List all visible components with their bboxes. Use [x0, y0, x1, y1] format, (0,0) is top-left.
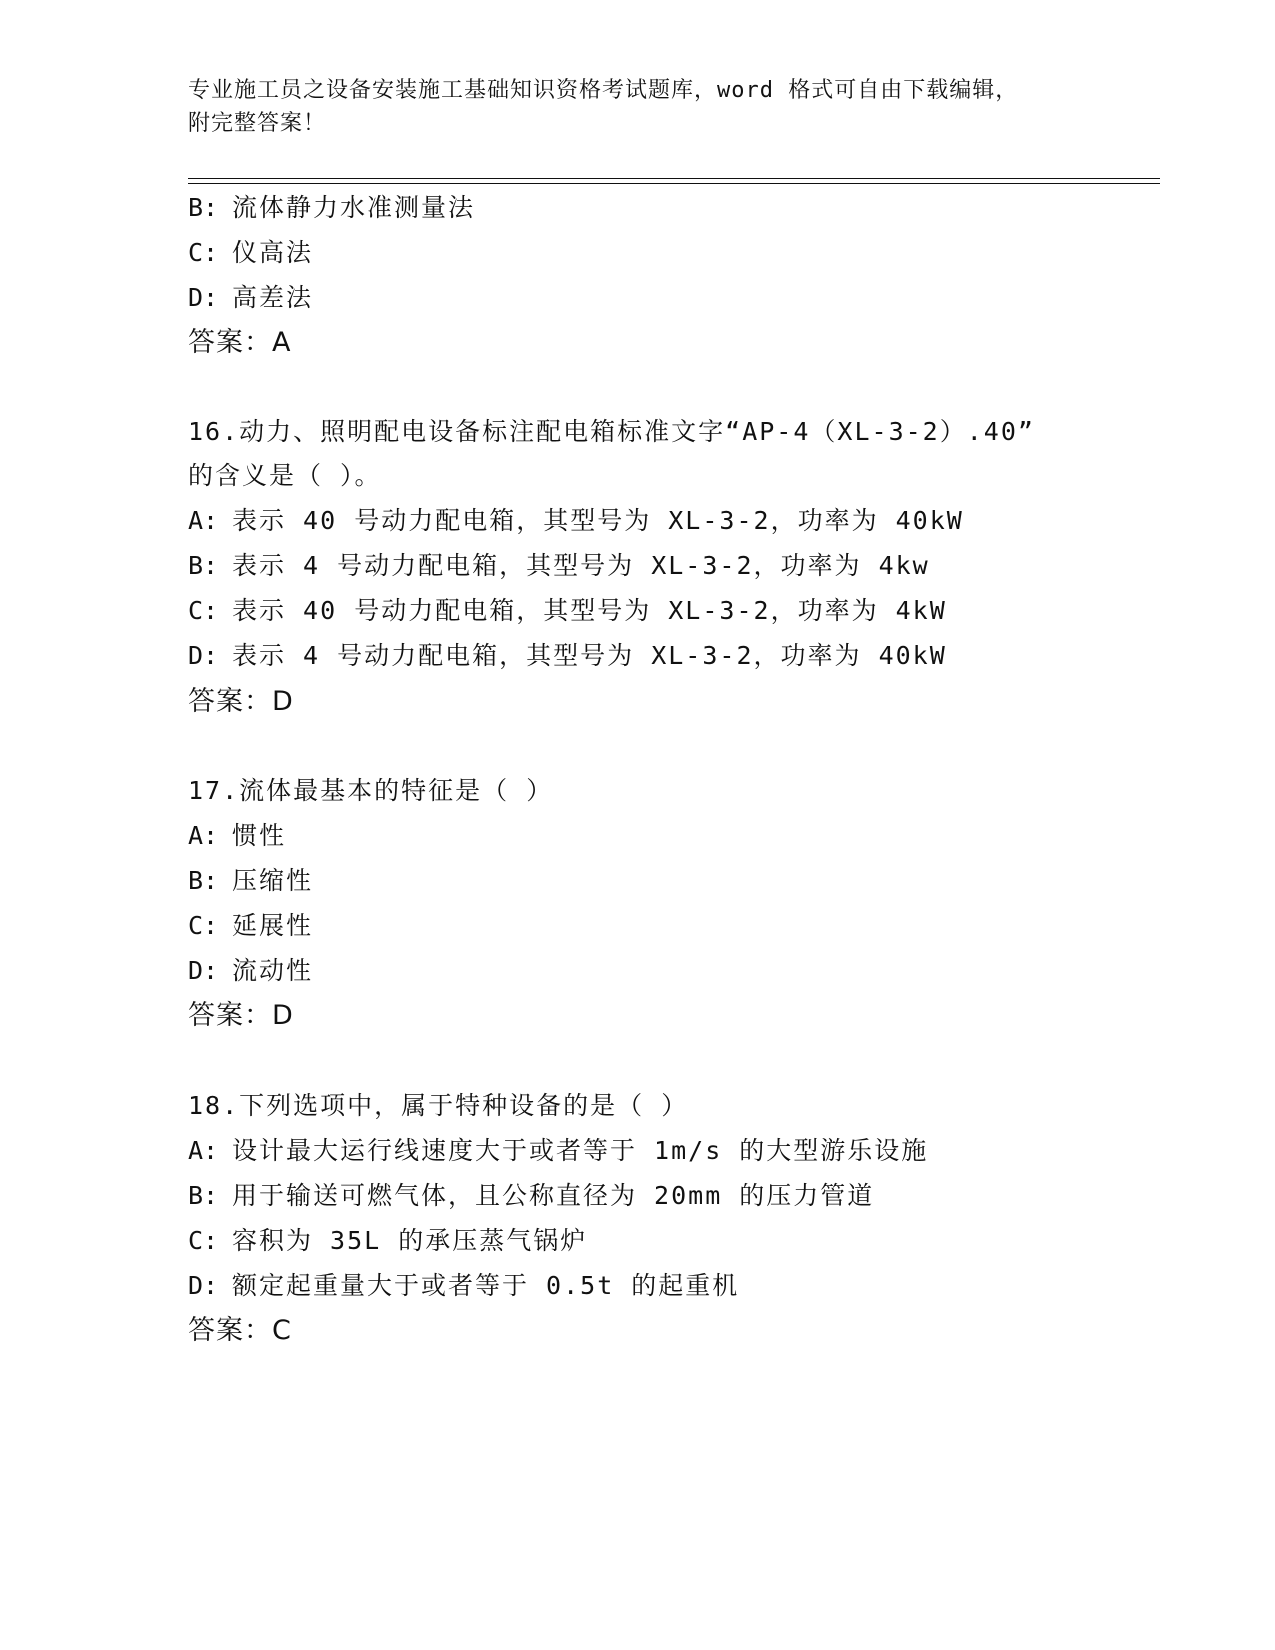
option-line — [188, 1136, 928, 1166]
option-text: 表示 40 号动力配电箱，其型号为 XL-3-2，功率为 4kW — [232, 596, 947, 625]
question-stem-q16-cont: 的含义是（ ）。 — [188, 461, 382, 490]
option-line — [188, 238, 313, 268]
option-line — [188, 596, 947, 626]
option-text: 仪高法 — [232, 238, 314, 267]
option-line — [188, 1271, 739, 1301]
question-stem-q18: 18.下列选项中，属于特种设备的是（ ） — [188, 1091, 689, 1120]
option-line — [188, 1181, 874, 1211]
option-line — [188, 866, 313, 896]
option-text: 流动性 — [232, 956, 314, 985]
option-line — [188, 283, 313, 313]
answer-q15: 答案：A — [188, 327, 292, 358]
option-text: 用于输送可燃气体，且公称直径为 20mm 的压力管道 — [232, 1181, 875, 1210]
option-label: B: — [188, 1181, 219, 1210]
option-text: 惯性 — [232, 821, 287, 850]
option-label: D: — [188, 1271, 219, 1300]
option-line — [188, 956, 313, 986]
option-text: 表示 4 号动力配电箱，其型号为 XL-3-2，功率为 4kw — [232, 551, 930, 580]
option-line — [188, 193, 475, 223]
option-line — [188, 911, 313, 941]
option-text: 高差法 — [232, 283, 314, 312]
option-label: D: — [188, 283, 219, 312]
answer-q18: 答案：C — [188, 1315, 292, 1346]
option-label: D: — [188, 641, 219, 670]
option-label: C: — [188, 238, 219, 267]
option-text: 容积为 35L 的承压蒸气锅炉 — [232, 1226, 588, 1255]
option-line — [188, 506, 964, 536]
option-label: C: — [188, 1226, 219, 1255]
answer-q17: 答案：D — [188, 1000, 294, 1031]
option-text: 延展性 — [232, 911, 314, 940]
option-text: 额定起重量大于或者等于 0.5t 的起重机 — [232, 1271, 740, 1300]
option-label: A: — [188, 506, 219, 535]
option-line — [188, 1226, 587, 1256]
option-text: 设计最大运行线速度大于或者等于 1m/s 的大型游乐设施 — [232, 1136, 929, 1165]
option-label: B: — [188, 193, 219, 222]
option-label: B: — [188, 551, 219, 580]
document-header — [188, 74, 1088, 140]
answer-q16: 答案：D — [188, 686, 294, 717]
option-line — [188, 821, 286, 851]
option-text: 流体静力水准测量法 — [232, 193, 476, 222]
header-divider-top — [188, 178, 1160, 179]
option-line — [188, 641, 947, 671]
option-text: 表示 4 号动力配电箱，其型号为 XL-3-2，功率为 40kW — [232, 641, 947, 670]
question-stem-q17: 17.流体最基本的特征是（ ） — [188, 776, 554, 805]
question-stem-q16: 16.动力、照明配电设备标注配电箱标准文字“AP-4（XL-3-2）.40” — [188, 417, 1035, 446]
option-text: 压缩性 — [232, 866, 314, 895]
option-label: A: — [188, 821, 219, 850]
option-text: 表示 40 号动力配电箱，其型号为 XL-3-2，功率为 40kW — [232, 506, 964, 535]
option-label: C: — [188, 596, 219, 625]
option-line — [188, 551, 930, 581]
header-line-2: 附完整答案！ — [188, 111, 327, 136]
option-label: D: — [188, 956, 219, 985]
header-divider-bottom — [188, 183, 1160, 184]
option-label: B: — [188, 866, 219, 895]
option-label: A: — [188, 1136, 219, 1165]
header-line-1: 专业施工员之设备安装施工基础知识资格考试题库，word 格式可自由下载编辑， — [188, 78, 1019, 103]
option-label: C: — [188, 911, 219, 940]
